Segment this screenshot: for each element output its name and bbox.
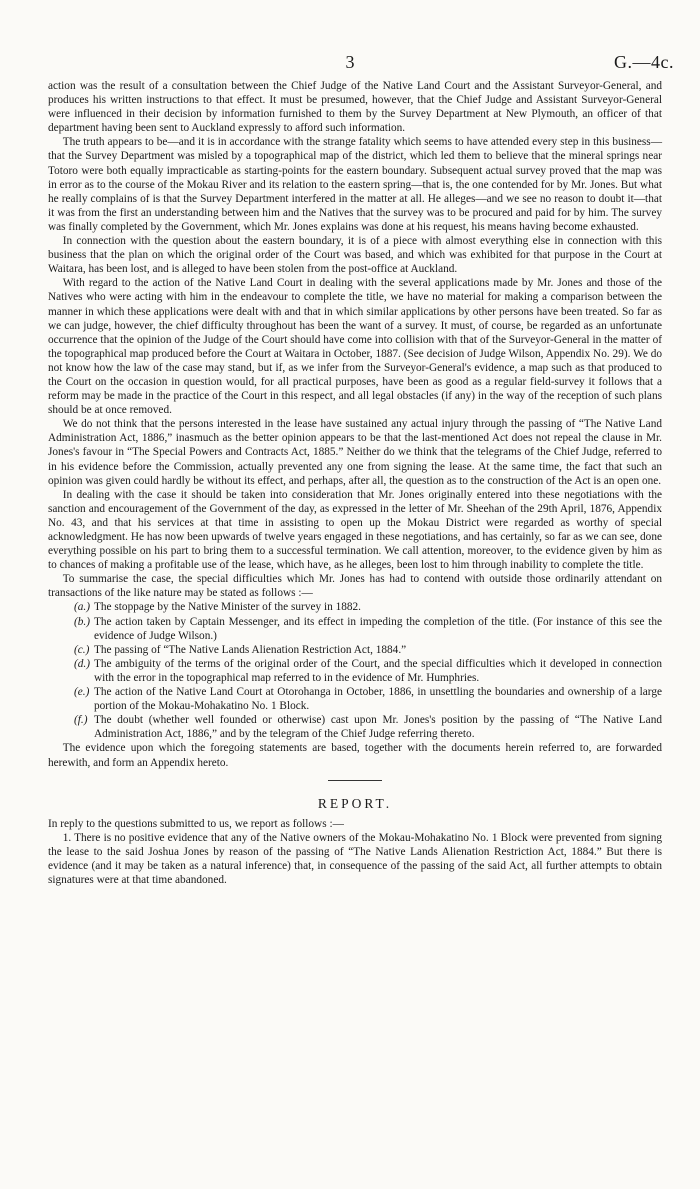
list-item-label: (b.) xyxy=(74,615,90,628)
list-item-text: The doubt (whether well founded or otherwise) cast upon Mr. Jones's position by the passing of “The Native Land Administration Act, 1886,” and by the telegram of the Chief Judge referring thereto. xyxy=(94,714,662,741)
document-reference: G.—4c. xyxy=(614,52,674,72)
list-item-label: (a.) xyxy=(74,601,90,614)
page-number: 3 xyxy=(345,52,355,72)
paragraph-administration-act: We do not think that the persons interested in the lease have sustained any actual injury through the passing of “The Native Land Administration Act, 1886,” inasmuch as the better opinion appears to be that the last-mentioned Act does not repeal the clause in Mr. Jones's favour in “The Special Powers and Contracts Act, 1885.” Neither do we think that the telegrams of the Chief Judge, referred to in his evidence before the Commission, actually prevented any one from signing the lease. At the same time, the fact that such an opinion was given could hardly be without its effect, and perhaps, after all, the question as to the construction of the Act is an open one. xyxy=(48,418,662,487)
list-item xyxy=(48,643,662,657)
paragraph-negotiations: In dealing with the case it should be taken into consideration that Mr. Jones originally entered into these negotiations with the sanction and encouragement of the Government of the day, as expressed in the letter of Mr. Sheehan of the 29th April, 1876, Appendix No. 43, and that his services at that time in assisting to open up the Mokau District were regarded as worthy of special acknowledgment. He has now been upwards of twelve years engaged in these negotiations, and has certainly, so far as we can see, done everything possible on his part to bring them to a successful termination. We call attention, moreover, to the evidence given by him as to chances of making a profitable use of the lease, which have, as he alleges, been lost to him through inability to complete the title. xyxy=(48,488,662,572)
paragraph-closing: The evidence upon which the foregoing statements are based, together with the documents herein referred to, are forwarded herewith, and form an Appendix hereto. xyxy=(48,742,662,769)
paragraph-eastern-boundary: In connection with the question about the eastern boundary, it is of a piece with almost everything else in connection with this business that the plan on which the original order of the Court was based, and which was exhibited for that purpose in the Court at Waitara, has been lost, and is alleged to have been stolen from the post-office at Auckland. xyxy=(48,235,662,276)
list-item-text: The passing of “The Native Lands Alienation Restriction Act, 1884.” xyxy=(94,643,407,656)
section-divider xyxy=(328,780,382,781)
report-item-1: 1. There is no positive evidence that any of the Native owners of the Mokau-Mohakatino No. 1 Block were prevented from signing the lease to the said Joshua Jones by reason of the passing of “The Native Lands Alienation Restriction Act, 1884.” But there is evidence (and it may be taken as a natural inference) that, in consequence of the passing of the said Act, all further attempts to obtain signatures were at that time abandoned. xyxy=(48,831,662,887)
report-heading: REPORT. xyxy=(317,795,393,811)
list-item-text: The ambiguity of the terms of the original order of the Court, and the special difficulties which it developed in connection with the error in the topographical map referred to in the evidence of Mr. Humphries. xyxy=(94,657,662,684)
list-item xyxy=(48,657,662,685)
paragraph-survey-department: The truth appears to be—and it is in accordance with the strange fatality which seems to have attended every step in this business—that the Survey Department was misled by a topographical map of the district, which led them to believe that the mineral springs near Totoro were both equally impracticable as starting-points for the eastern boundary. Subsequent actual survey proved that the map was in error as to the course of the Mokau River and its relation to the eastern spring—that is, the one contended for by Mr. Jones. But what he really complains of is that the Survey Department interfered in the matter at all. He alleges—and we see no reason to doubt it—that it was from the first an understanding between him and the Natives that the survey was to be procured and paid for by him. The survey was finally completed by the Government, which Mr. Jones explains was done at his request, his means having become exhausted. xyxy=(48,136,662,233)
list-item-label: (e.) xyxy=(74,686,90,699)
list-item xyxy=(48,713,662,741)
list-item-text: The stoppage by the Native Minister of the survey in 1882. xyxy=(94,601,361,614)
difficulties-list xyxy=(48,600,662,741)
paragraph-summary-intro: To summarise the case, the special difficulties which Mr. Jones has had to contend with outside those ordinarily attendant on transactions of the like nature may be stated as follows :— xyxy=(48,573,662,600)
document-body xyxy=(48,79,662,887)
list-item-text: The action taken by Captain Messenger, and its effect in impeding the completion of the title. (For instance of this see the evidence of Judge Wilson.) xyxy=(94,615,662,642)
paragraph-continuation: action was the result of a consultation between the Chief Judge of the Native Land Court and the Assistant Surveyor-General, and produces his written instructions to that effect. It must be presumed, however, that the Chief Judge and Assistant Surveyor-General were influenced in their decision by information furnished to them by the Survey Department at New Plymouth, an officer of that department having been sent to Auckland expressly to afford such information. xyxy=(48,80,662,135)
list-item-label: (f.) xyxy=(74,714,88,727)
list-item xyxy=(48,685,662,713)
list-item xyxy=(48,615,662,643)
paragraph-native-land-court: With regard to the action of the Native Land Court in dealing with the several applications made by Mr. Jones and those of the Natives who were acting with him in the endeavour to complete the title, we have no material for making a comparison between the manner in which these applications were dealt with and that in which similar applications by other persons have been treated. So far as we can judge, however, the chief difficulty throughout has been the want of a survey. It must, of course, be regarded as an unfortunate occurrence that the opinion of the Judge of the Court should have come into collision with that of the Surveyor-General in the matter of the topographical map produced before the Court at Waitara in October, 1887. (See decision of Judge Wilson, Appendix No. 29). We do not know how the law of the case may stand, but if, as we infer from the Surveyor-General's evidence, a map such as that produced to the Court on the occasion in question would, for all practical purposes, have been as good as a regular field-survey it follows that a reform may be made in the practice of the Court in this respect, and all legal obstacles (if any) in the way of the reception of such plans should be at once removed. xyxy=(48,277,662,417)
list-item-label: (c.) xyxy=(74,643,90,656)
list-item xyxy=(48,600,662,614)
report-intro: In reply to the questions submitted to us, we report as follows :— xyxy=(48,817,344,830)
list-item-label: (d.) xyxy=(74,657,90,670)
list-item-text: The action of the Native Land Court at Otorohanga in October, 1886, in unsettling the boundaries and ownership of a large portion of the Mokau-Mohakatino No. 1 Block. xyxy=(94,686,662,713)
